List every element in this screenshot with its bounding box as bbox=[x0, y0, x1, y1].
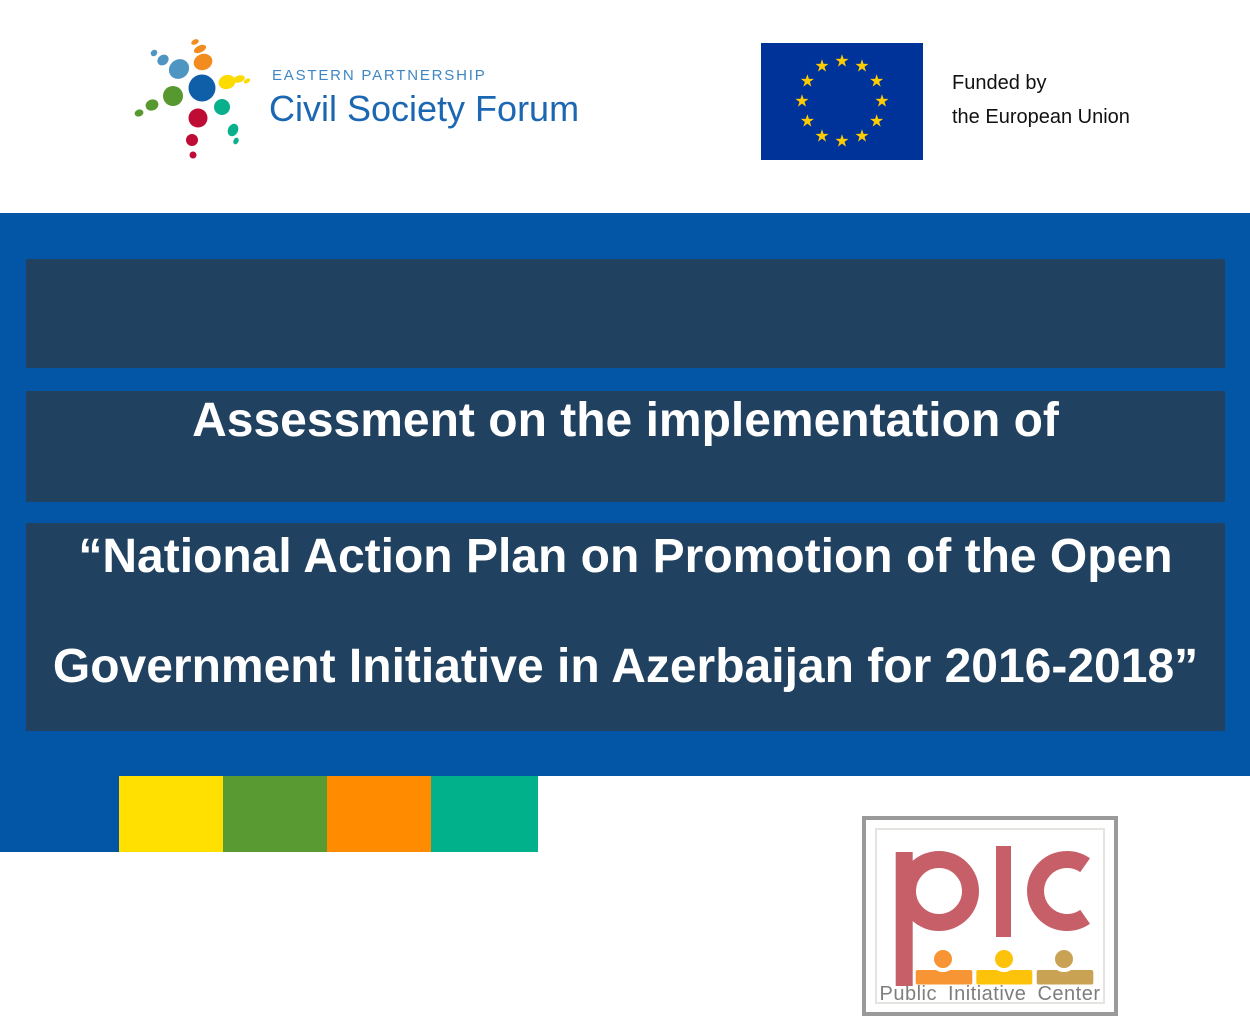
title-banner bbox=[0, 213, 1250, 776]
banner-empty-box bbox=[26, 259, 1225, 368]
title-line-2: “National Action Plan on Promotion of the Open bbox=[78, 530, 1173, 583]
pic-letter-i bbox=[996, 846, 1011, 937]
eu-star-icon: ★ bbox=[854, 126, 870, 146]
strip-cell-orange bbox=[327, 776, 431, 852]
eu-star-icon: ★ bbox=[834, 131, 850, 151]
person-icon-tan bbox=[1037, 948, 1094, 985]
eu-star-icon: ★ bbox=[869, 71, 885, 91]
strip-cell-teal bbox=[431, 776, 538, 852]
eu-star-icon: ★ bbox=[869, 111, 885, 131]
banner-title-box-2 bbox=[26, 523, 1225, 731]
eu-star-icon: ★ bbox=[814, 56, 830, 76]
eu-funded-line1: Funded by bbox=[952, 72, 1047, 94]
epcsf-tagline: EASTERN PARTNERSHIP bbox=[272, 67, 487, 84]
epcsf-logo-icon bbox=[120, 25, 270, 175]
pic-letter-c bbox=[1036, 860, 1086, 923]
eu-funded-line2: the European Union bbox=[952, 106, 1130, 128]
eu-star-icon: ★ bbox=[799, 111, 815, 131]
eu-flag-icon bbox=[761, 43, 923, 160]
pic-logo bbox=[862, 816, 1118, 1016]
banner-title-box-1 bbox=[26, 391, 1225, 502]
strip-cell-yellow bbox=[119, 776, 223, 852]
eu-star-icon: ★ bbox=[874, 91, 890, 111]
eu-star-icon: ★ bbox=[854, 56, 870, 76]
strip-cell-green bbox=[223, 776, 327, 852]
epcsf-name: Civil Society Forum bbox=[269, 88, 580, 129]
pic-letter-p-bowl bbox=[908, 860, 971, 923]
pic-caption: Public Initiative Center bbox=[879, 983, 1101, 1005]
eu-star-icon: ★ bbox=[794, 91, 810, 111]
person-icon-orange bbox=[916, 948, 973, 985]
eu-star-icon: ★ bbox=[834, 51, 850, 71]
title-line-1: Assessment on the implementation of bbox=[192, 394, 1059, 447]
color-strip bbox=[0, 776, 538, 852]
eu-star-icon: ★ bbox=[814, 126, 830, 146]
person-icon-yellow bbox=[976, 948, 1032, 985]
eu-star-icon: ★ bbox=[799, 71, 815, 91]
title-line-3: Government Initiative in Azerbaijan for 2016-2018” bbox=[52, 640, 1199, 693]
strip-cell-blue bbox=[0, 776, 119, 852]
